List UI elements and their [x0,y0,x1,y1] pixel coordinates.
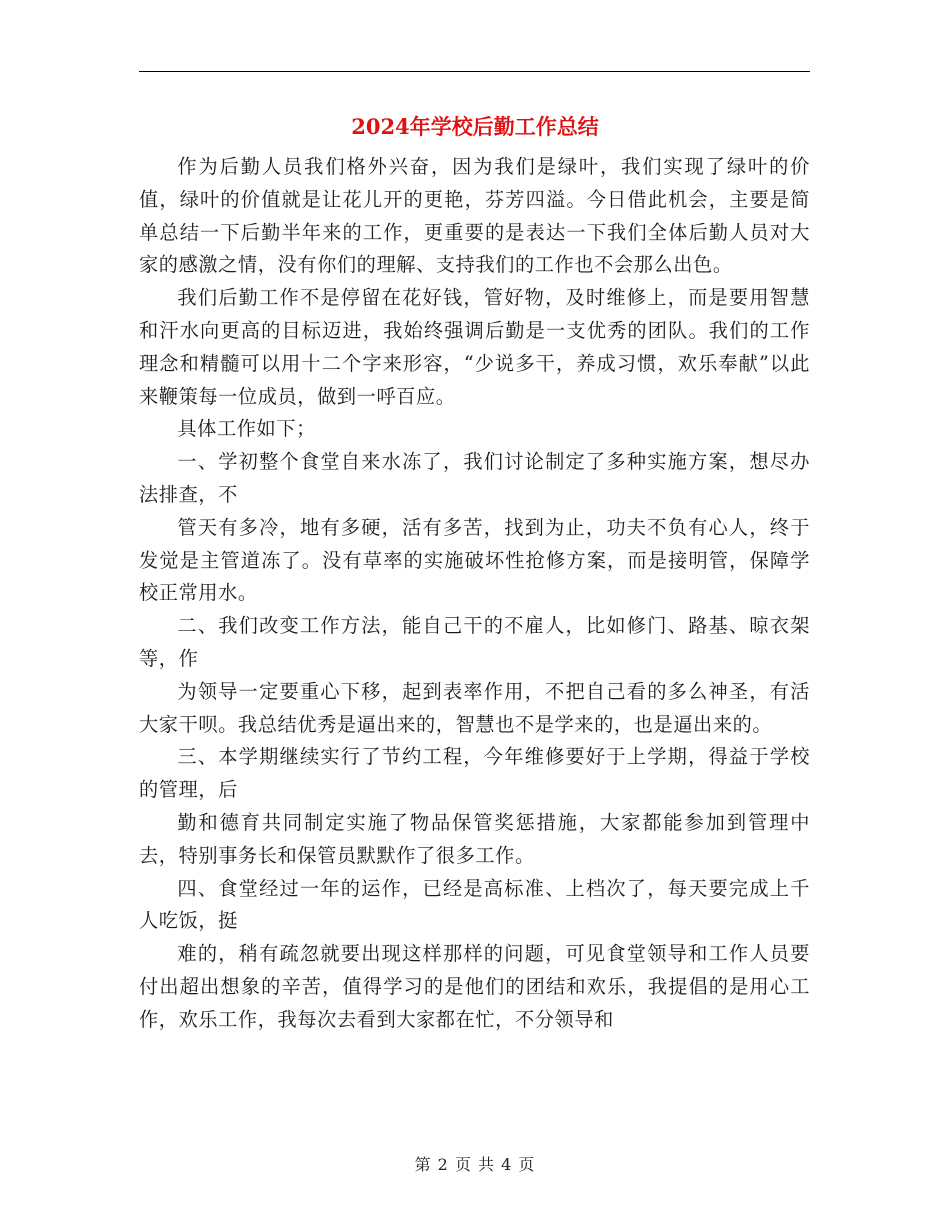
header-rule [139,71,810,72]
paragraph: 为领导一定要重心下移，起到表率作用，不把自己看的多么神圣，有活大家干呗。我总结优秀是逼出来的，智慧也不是学来的，也是逼出来的。 [139,679,810,736]
page-number-footer: 第 2 页 共 4 页 [414,1155,536,1174]
paragraph: 作为后勤人员我们格外兴奋，因为我们是绿叶，我们实现了绿叶的价值，绿叶的价值就是让花儿开的更艳，芬芳四溢。今日借此机会，主要是简单总结一下后勤半年来的工作，更重要的是表达一下我们全体后勤人员对大家的感激之情，没有你们的理解、支持我们的工作也不会那么出色。 [139,155,810,277]
document-title: 2024年学校后勤工作总结 [351,114,599,139]
paragraph: 难的，稍有疏忽就要出现这样那样的问题，可见食堂领导和工作人员要付出超出想象的辛苦，值得学习的是他们的团结和欢乐，我提倡的是用心工作，欢乐工作，我每次去看到大家都在忙，不分领导和 [139,942,810,1031]
paragraph: 四、食堂经过一年的运作，已经是高标准、上档次了，每天要完成上千人吃饭，挺 [139,876,810,933]
paragraph: 具体工作如下； [177,417,316,441]
paragraph: 二、我们改变工作方法，能自己干的不雇人，比如修门、路基、晾衣架等，作 [139,614,810,670]
paragraph: 三、本学期继续实行了节约工程，今年维修要好于上学期，得益于学校的管理，后 [139,745,810,802]
document-body [139,151,810,1037]
paragraph: 管天有多冷，地有多硬，活有多苦，找到为止，功夫不负有心人，终于发觉是主管道冻了。没有草率的实施破坏性抢修方案，而是接明管，保障学校正常用水。 [139,515,810,605]
paragraph: 我们后勤工作不是停留在花好钱，管好物，及时维修上，而是要用智慧和汗水向更高的目标迈进，我始终强调后勤是一支优秀的团队。我们的工作理念和精髓可以用十二个字来形容，“少说多干，养成习惯，欢乐奉献”以此来鞭策每一位成员，做到一呼百应。 [139,286,810,408]
paragraph: 一、学初整个食堂自来水冻了，我们讨论制定了多种实施方案，想尽办法排查，不 [139,450,810,506]
paragraph: 勤和德育共同制定实施了物品保管奖惩措施，大家都能参加到管理中去，特别事务长和保管员默默作了很多工作。 [139,810,810,867]
